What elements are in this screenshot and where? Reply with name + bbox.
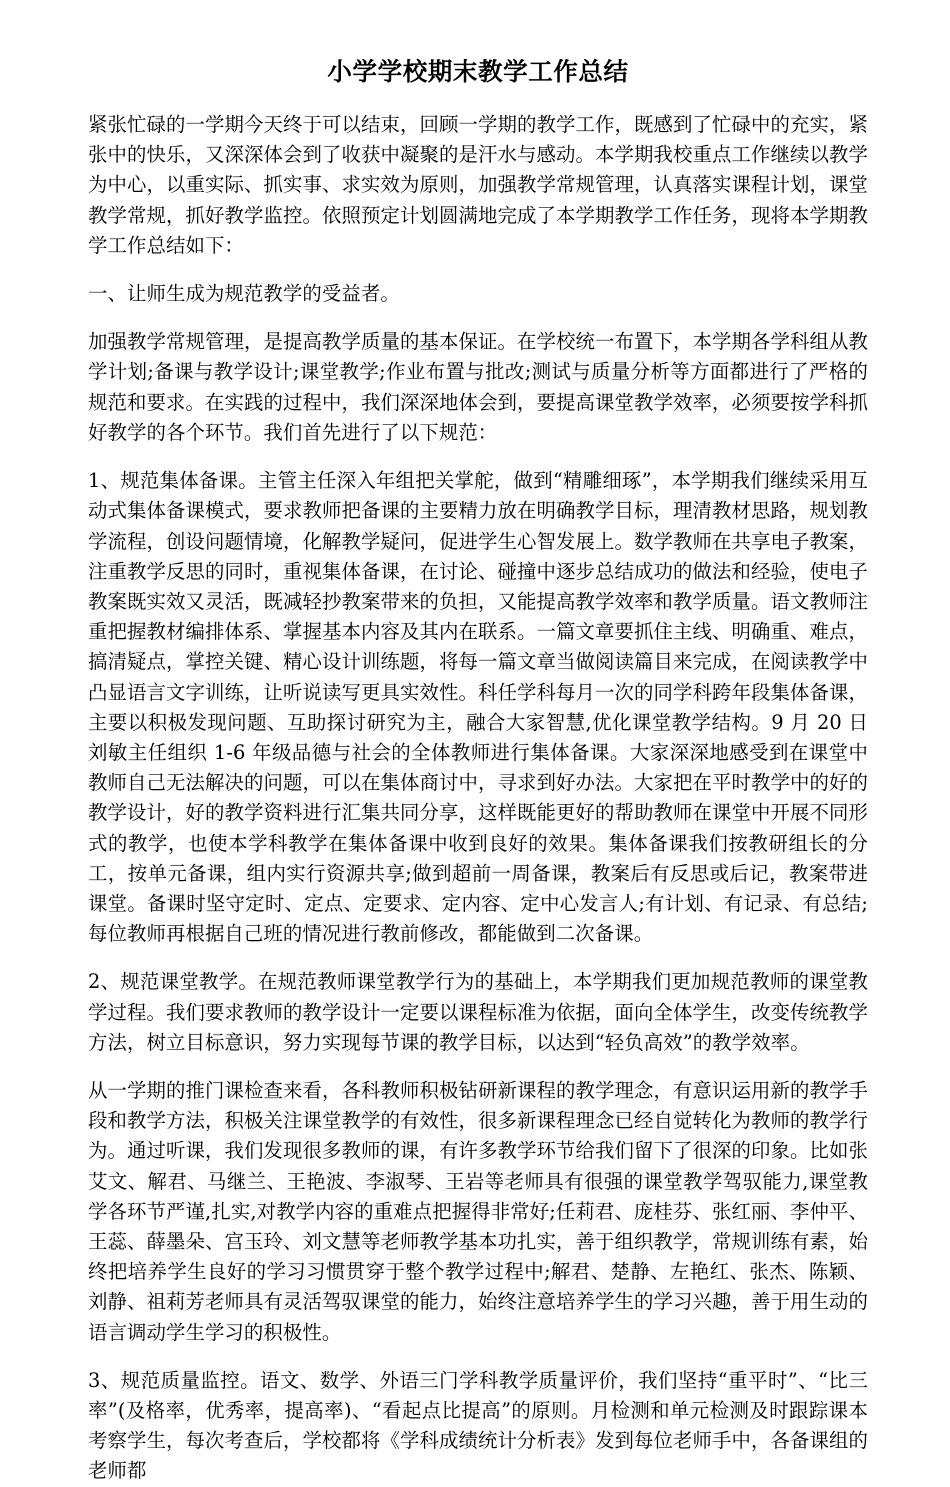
paragraph-routine-management: 加强教学常规管理，是提高教学质量的基本保证。在学校统一布置下，本学期各学科组从教学计划;备课与教学设计;课堂教学;作业布置与批改;测试与质量分析等方面都进行了严格的规范和要求。在实践的过程中，我们深深地体会到，要提高课堂教学效率，必须要按学科抓好教学的各个环节。我们首先进行了以下规范：	[88, 330, 868, 444]
page-title: 小学学校期末教学工作总结	[327, 57, 629, 86]
paragraph-open-class-inspection: 从一学期的推门课检查来看，各科教师积极钻研新课程的教学理念，有意识运用新的教学手段和教学方法，积极关注课堂教学的有效性，很多新课程理念已经自觉转化为教师的教学行为。通过听课，我们发现很多教师的课，有许多教学环节给我们留下了很深的印象。比如张艾文、解君、马继兰、王艳波、李淑琴、王岩等老师具有很强的课堂教学驾驭能力,课堂教学各环节严谨,扎实,对教学内容的重难点把握得非常好;任莉君、庞桂芬、张红丽、李仲平、王蕊、薛墨朵、宫玉玲、刘文慧等老师教学基本功扎实，善于组织教学，常规训练有素，始终把培养学生良好的学习习惯贯穿于整个教学过程中;解君、楚静、左艳红、张杰、陈颖、刘静、祖莉芳老师具有灵活驾驭课堂的能力，始终注意培养学生的学习兴趣，善于用生动的语言调动学生学习的积极性。	[88, 1078, 868, 1344]
paragraph-item-1-collective-lesson-prep: 1、规范集体备课。主管主任深入年组把关掌舵，做到“精雕细琢”，本学期我们继续采用互动式集体备课模式，要求教师把备课的主要精力放在明确教学目标，理清教材思路，规划教学流程，创设问题情境，化解教学疑问，促进学生心智发展上。数学教师在共享电子教案，注重教学反思的同时，重视集体备课，在讨论、碰撞中逐步总结成功的做法和经验，使电子教案既实效又灵活，既减轻抄教案带来的负担，又能提高教学效率和教学质量。语文教师注重把握教材编排体系、掌握基本内容及其内在联系。一篇文章要抓住主线、明确重、难点，搞清疑点，掌控关键、精心设计训练题，将每一篇文章当做阅读篇目来完成，在阅读教学中凸显语言文字训练，让听说读写更具实效性。科任学科每月一次的同学科跨年段集体备课，主要以积极发现问题、互助探讨研究为主，融合大家智慧,优化课堂教学结构。9 月 20 日刘敏主任组织 1-6 年级品德与社会的全体教师进行集体备课。大家深深地感受到在课堂中教师自己无法解决的问题，可以在集体商讨中，寻求到好办法。大家把在平时教学中的好的教学设计，好的教学资料进行汇集共同分享，这样既能更好的帮助教师在课堂中开展不同形式的教学，也使本学科教学在集体备课中收到良好的效果。集体备课我们按教研组长的分工，按单元备课，组内实行资源共享;做到超前一周备课，教案后有反思或后记，教案带进课堂。备课时坚守定时、定点、定要求、定内容、定中心发言人;有计划、有记录、有总结;每位教师再根据自己班的情况进行教前修改，都能做到二次备课。	[88, 469, 868, 946]
document-body	[88, 55, 868, 1487]
paragraph-intro: 紧张忙碌的一学期今天终于可以结束，回顾一学期的教学工作，既感到了忙碌中的充实，紧张中的快乐，又深深体会到了收获中凝聚的是汗水与感动。本学期我校重点工作继续以教学为中心，以重实际、抓实事、求实效为原则，加强教学常规管理，认真落实课程计划，课堂教学常规，抓好教学监控。依照预定计划圆满地完成了本学期教学工作任务，现将本学期教学工作总结如下：	[88, 113, 868, 257]
paragraph-item-2-classroom-teaching: 2、规范课堂教学。在规范教师课堂教学行为的基础上，本学期我们更加规范教师的课堂教学过程。我们要求教师的教学设计一定要以课程标准为依据，面向全体学生，改变传统教学方法，树立目标意识，努力实现每节课的教学目标，以达到“轻负高效”的教学效率。	[88, 970, 868, 1054]
paragraph-item-3-quality-monitoring: 3、规范质量监控。语文、数学、外语三门学科教学质量评价，我们坚持“重平时”、“比三率”(及格率，优秀率，提高率)、“看起点比提高”的原则。月检测和单元检测及时跟踪课本考察学生，每次考查后，学校都将《学科成绩统计分析表》发到每位老师手中，各备课组的老师都	[88, 1368, 868, 1483]
paragraph-section-heading-one: 一、让师生成为规范教学的受益者。	[88, 282, 400, 306]
